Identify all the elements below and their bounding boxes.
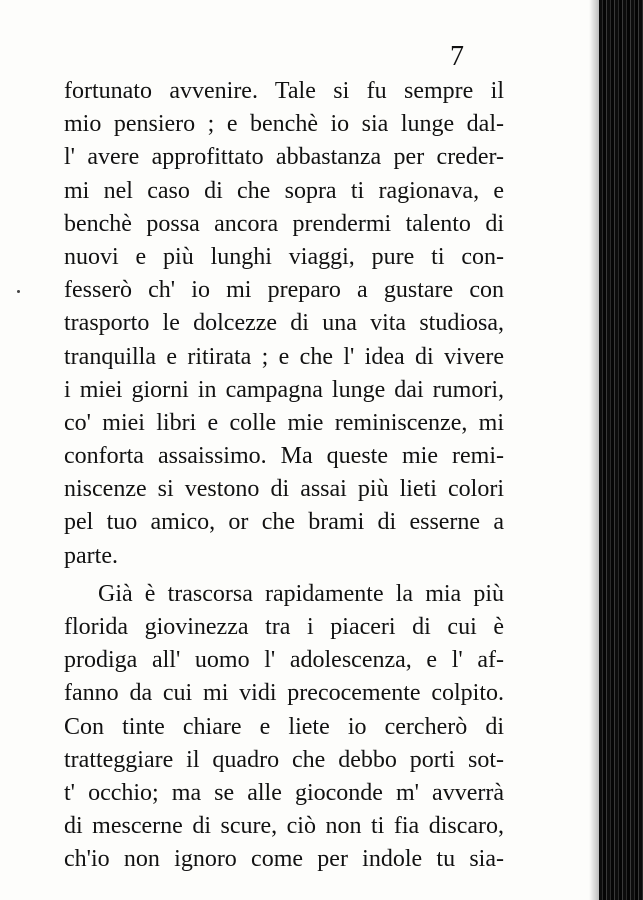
- text-line: tratteggiare il quadro che debbo porti sot-: [64, 746, 504, 773]
- text-line: benchè possa ancora prendermi talento di: [64, 210, 504, 237]
- text-line: l' avere approfittato abbastanza per creder-: [64, 144, 504, 171]
- text-line: fanno da cui mi vidi precocemente colpito.: [64, 680, 504, 707]
- text-line: t' occhio; ma se alle gioconde m' avverrà: [64, 779, 504, 806]
- text-line: ch'io non ignoro come per indole tu sia-: [64, 846, 504, 873]
- ink-speck: [17, 290, 20, 293]
- paragraph-2: [64, 578, 504, 877]
- page-number: 7: [450, 41, 464, 72]
- text-line: parte.: [64, 542, 118, 569]
- text-line: fortunato avvenire. Tale si fu sempre il: [64, 78, 504, 104]
- text-line: fesserò ch' io mi preparo a gustare con: [64, 277, 504, 304]
- text-line: mi nel caso di che sopra ti ragionava, e: [64, 177, 504, 204]
- body-text: [64, 75, 504, 877]
- text-line: prodiga all' uomo l' adolescenza, e l' af-: [64, 647, 504, 674]
- text-line: conforta assaissimo. Ma queste mie remi-: [64, 443, 504, 470]
- text-line: nuovi e più lunghi viaggi, pure ti con-: [64, 243, 504, 270]
- text-line: mio pensiero ; e benchè io sia lunge dal-: [64, 111, 504, 138]
- text-line: niscenze si vestono di assai più lieti colori: [64, 476, 504, 503]
- text-line: co' miei libri e colle mie reminiscenze, mi: [64, 409, 504, 436]
- page-gutter-shadow: [589, 0, 599, 900]
- text-line: di mescerne di scure, ciò non ti fia discaro,: [64, 813, 504, 840]
- paragraph-1: [64, 75, 504, 573]
- book-binding-edge: [599, 0, 643, 900]
- text-line: i miei giorni in campagna lunge dai rumori,: [64, 376, 504, 403]
- text-line: pel tuo amico, or che brami di esserne a: [64, 509, 504, 536]
- text-line: trasporto le dolcezze di una vita studiosa,: [64, 310, 504, 337]
- text-line: Già è trascorsa rapidamente la mia più: [98, 580, 504, 607]
- text-line: tranquilla e ritirata ; e che l' idea di vivere: [64, 343, 504, 370]
- text-line: Con tinte chiare e liete io cercherò di: [64, 713, 504, 740]
- text-line: florida giovinezza tra i piaceri di cui è: [64, 614, 504, 640]
